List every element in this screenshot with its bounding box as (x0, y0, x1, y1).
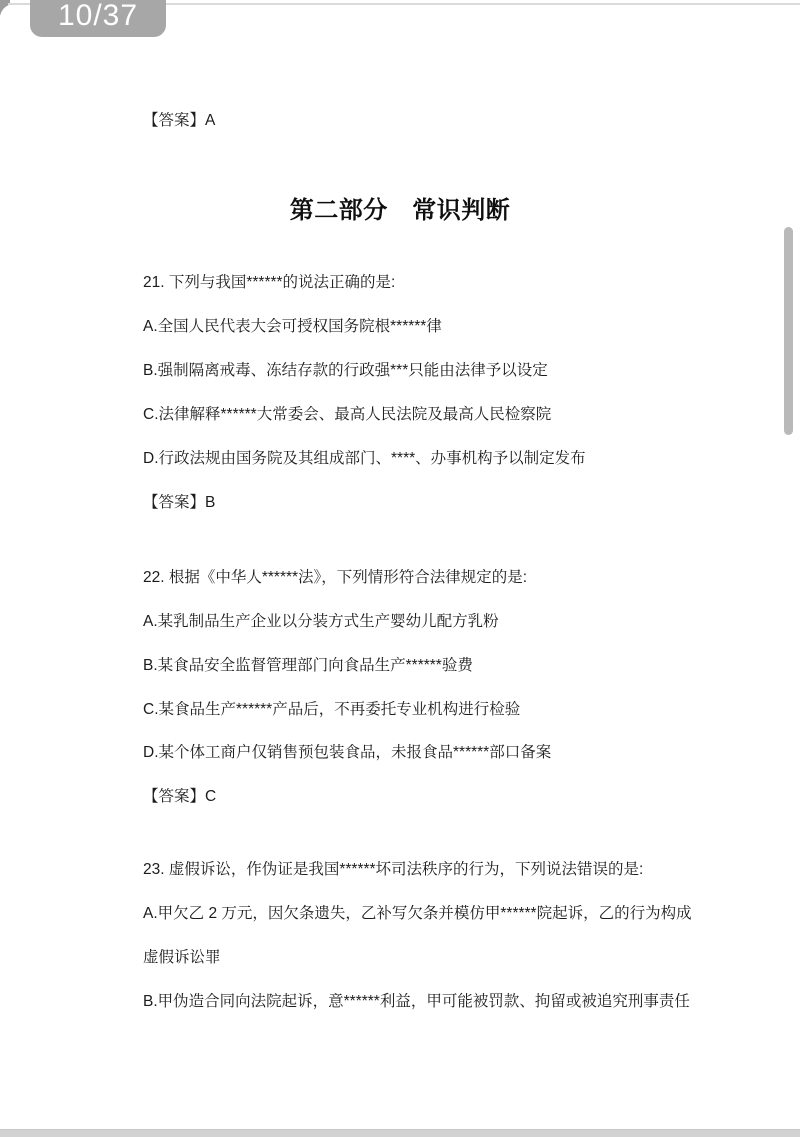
q22-option-d: D.某个体工商户仅销售预包装食品，未报食品******部口备案 (143, 744, 552, 761)
q22-option-a: A.某乳制品生产企业以分装方式生产婴幼儿配方乳粉 (143, 613, 499, 630)
q22-answer: 【答案】C (143, 788, 217, 805)
q22-option-b: B.某食品安全监督管理部门向食品生产******验费 (143, 657, 473, 674)
q23-stem: 23. 虚假诉讼，作伪证是我国******坏司法秩序的行为，下列说法错误的是: (143, 861, 644, 878)
q21-answer: 【答案】B (143, 494, 216, 511)
page-corner-mask (0, 4, 26, 30)
page-number-badge: 10/37 (30, 0, 166, 37)
q23-option-a: A.甲欠乙 2 万元，因欠条遗失，乙补写欠条并模仿甲******院起诉，乙的行为构成虚假诉讼罪 (143, 905, 692, 966)
q21-option-b: B.强制隔离戒毒、冻结存款的行政强***只能由法律予以设定 (143, 362, 548, 379)
q22-option-c: C.某食品生产******产品后，不再委托专业机构进行检验 (143, 701, 521, 718)
q21-option-d: D.行政法规由国务院及其组成部门、****、办事机构予以制定发布 (143, 450, 586, 467)
prev-question-answer: 【答案】A (143, 112, 216, 129)
q21-option-a: A.全国人民代表大会可授权国务院根******律 (143, 318, 442, 335)
q23-option-b: B.甲伪造合同向法院起诉，意******利益，甲可能被罚款、拘留或被追究刑事责任 (143, 993, 690, 1010)
q22-stem: 22. 根据《中华人******法》，下列情形符合法律规定的是: (143, 569, 528, 586)
q21-stem: 21. 下列与我国******的说法正确的是: (143, 274, 396, 291)
q21-option-c: C.法律解释******大常委会、最高人民法院及最高人民检察院 (143, 406, 552, 423)
bottom-page-gap (0, 1129, 800, 1137)
scrollbar-thumb[interactable] (784, 227, 793, 435)
section-heading: 第二部分 常识判断 (289, 197, 511, 224)
